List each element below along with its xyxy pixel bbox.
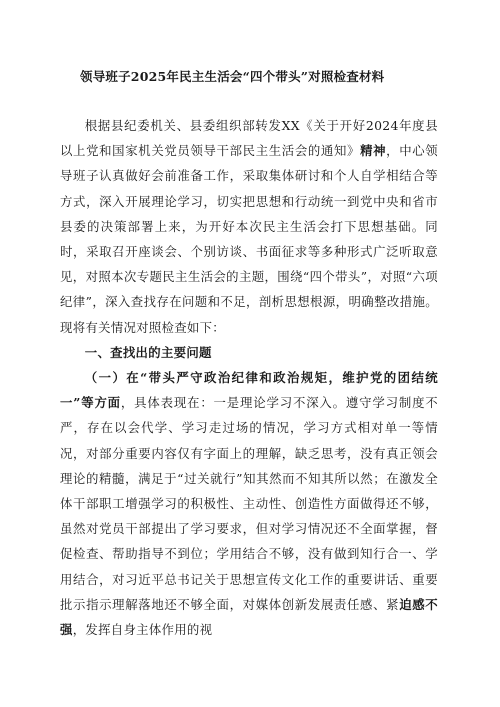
subsection-text-1: ，具体表现在：一是理论学习不深入。遵守学习制度不严，存在以会代学、学习走过场的情况，学习方式相对单一等情况，对部分重要内容仅有字面上的理解，缺乏思考，没有真正领会理论的精髓，满足于“过关就行”知其然而不知其所以然；在激发全体干部职工增强学习的积极性、主动性、创造性方面做得还不够，虽然对党员干部提出了学习要求，但对学习情况还不全面掌握，督促检查、帮助指导不到位；学用结合不够，没有做到知行合一、学用结合，对习近平总书记关于思想宣传文化工作的重要讲话、重要批示指示理解落地还不够全面，对媒体创新发展责任感、紧 xyxy=(60,395,438,612)
intro-text-2: ，中心领导班子认真做好会前准备工作，采取集体研讨和个人自学相结合等方式，深入开展理论学习，切实把思想和行动统一到党中央和省市县委的决策部署上来，为开好本次民主生活会打下思想基础。同时，采取召开座谈会、个别访谈、书面征求等多种形式广泛听取意见，对照本次专题民主生活会的主题，围绕“四个带头”，对照“六项纪律”，深入查找存在问题和不足，剖析思想根源，明确整改措施。现将有关情况对照检查如下： xyxy=(60,143,438,335)
document-body xyxy=(60,113,438,642)
section-heading: 一、查找出的主要问题 xyxy=(84,344,212,360)
subsection-lead: （一）在“带头严守政治纪律和政治规矩，维护党的团结统一”等方面 xyxy=(60,370,438,411)
subsection-text-2: ，发挥自身主体作用的视 xyxy=(72,622,213,638)
intro-text-1: 根据县纪委机关、县委组织部转发XX《关于开好2024年度县以上党和国家机关党员领导干部民主生活会的通知》 xyxy=(60,118,438,159)
intro-bold-text: 精神 xyxy=(360,143,387,159)
intro-paragraph xyxy=(60,113,438,340)
subsection-paragraph xyxy=(60,365,438,642)
subsection-bold-text: 迫感不强 xyxy=(60,596,438,638)
document-title: 领导班子2025年民主生活会“四个带头”对照检查材料 xyxy=(80,69,385,84)
